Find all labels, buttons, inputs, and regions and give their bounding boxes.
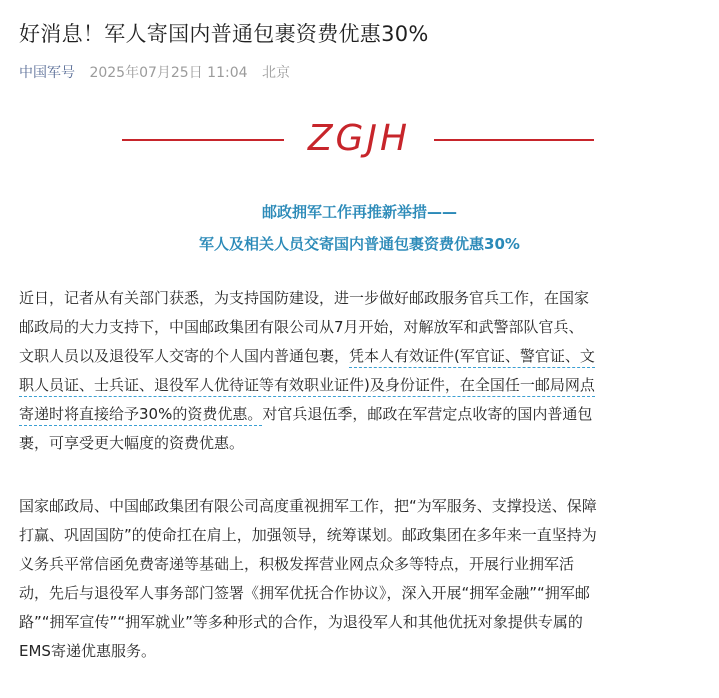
zgjh-banner: [122, 114, 594, 164]
subtitle-line-1: 邮政拥军工作再推新举措——: [261, 203, 457, 221]
banner-rule-left: [122, 139, 284, 141]
paragraph-line: 近日，记者从有关部门获悉，为支持国防建设，进一步做好邮政服务官兵工作，在国家: [19, 289, 590, 307]
paragraph-line: EMS寄递优惠服务。: [19, 642, 156, 660]
highlighted-text: 寄递时将直接给予30%的资费优惠。: [19, 405, 262, 426]
paragraph-line: 路”“拥军宣传”“拥军就业”等多种形式的合作，为退役军人和其他优抚对象提供专属的: [19, 613, 583, 631]
publish-location: 北京: [261, 65, 290, 81]
subtitle-line-2: 军人及相关人员交寄国内普通包裹资费优惠30%: [199, 235, 520, 253]
paragraph-text: 对官兵退伍季，邮政在军营定点收寄的国内普通包: [262, 405, 593, 423]
paragraph-line: 裹，可享受更大幅度的资费优惠。: [19, 434, 245, 452]
account-name-link[interactable]: 中国军号: [19, 65, 75, 81]
paragraph-line: 国家邮政局、中国邮政集团有限公司高度重视拥军工作，把“为军服务、支撑投送、保障: [19, 497, 597, 515]
highlighted-text: 凭本人有效证件(军官证、警官证、文: [349, 347, 595, 368]
body-paragraph-2: [19, 492, 703, 666]
paragraph-line: 动，先后与退役军人事务部门签署《拥军优抚合作协议》，深入开展“拥军金融”“拥军邮: [19, 584, 590, 602]
paragraph-line: [19, 342, 703, 371]
zgjh-logo: ZGJH: [307, 118, 411, 159]
paragraph-text: 文职人员以及退役军人交寄的个人国内普通包裹，: [19, 347, 350, 365]
article-title: 好消息！军人寄国内普通包裹资费优惠30%: [19, 22, 429, 46]
banner-rule-right: [434, 139, 594, 141]
highlighted-text: 职人员证、士兵证、退役军人优待证等有效职业证件)及身份证件，在全国任一邮局网点: [19, 376, 595, 397]
article-meta: [19, 62, 290, 82]
body-paragraph-1: [19, 284, 703, 458]
paragraph-line: 义务兵平常信函免费寄递等基础上，积极发挥营业网点众多等特点，开展行业拥军活: [19, 555, 575, 573]
paragraph-line: [19, 400, 703, 429]
paragraph-line: 邮政局的大力支持下，中国邮政集团有限公司从7月开始，对解放军和武警部队官兵、: [19, 318, 584, 336]
paragraph-line: [19, 371, 703, 400]
publish-date: 2025年07月25日 11:04: [89, 65, 248, 81]
paragraph-line: 打赢、巩固国防”的使命扛在肩上，加强领导，统筹谋划。邮政集团在多年来一直坚持为: [19, 526, 597, 544]
